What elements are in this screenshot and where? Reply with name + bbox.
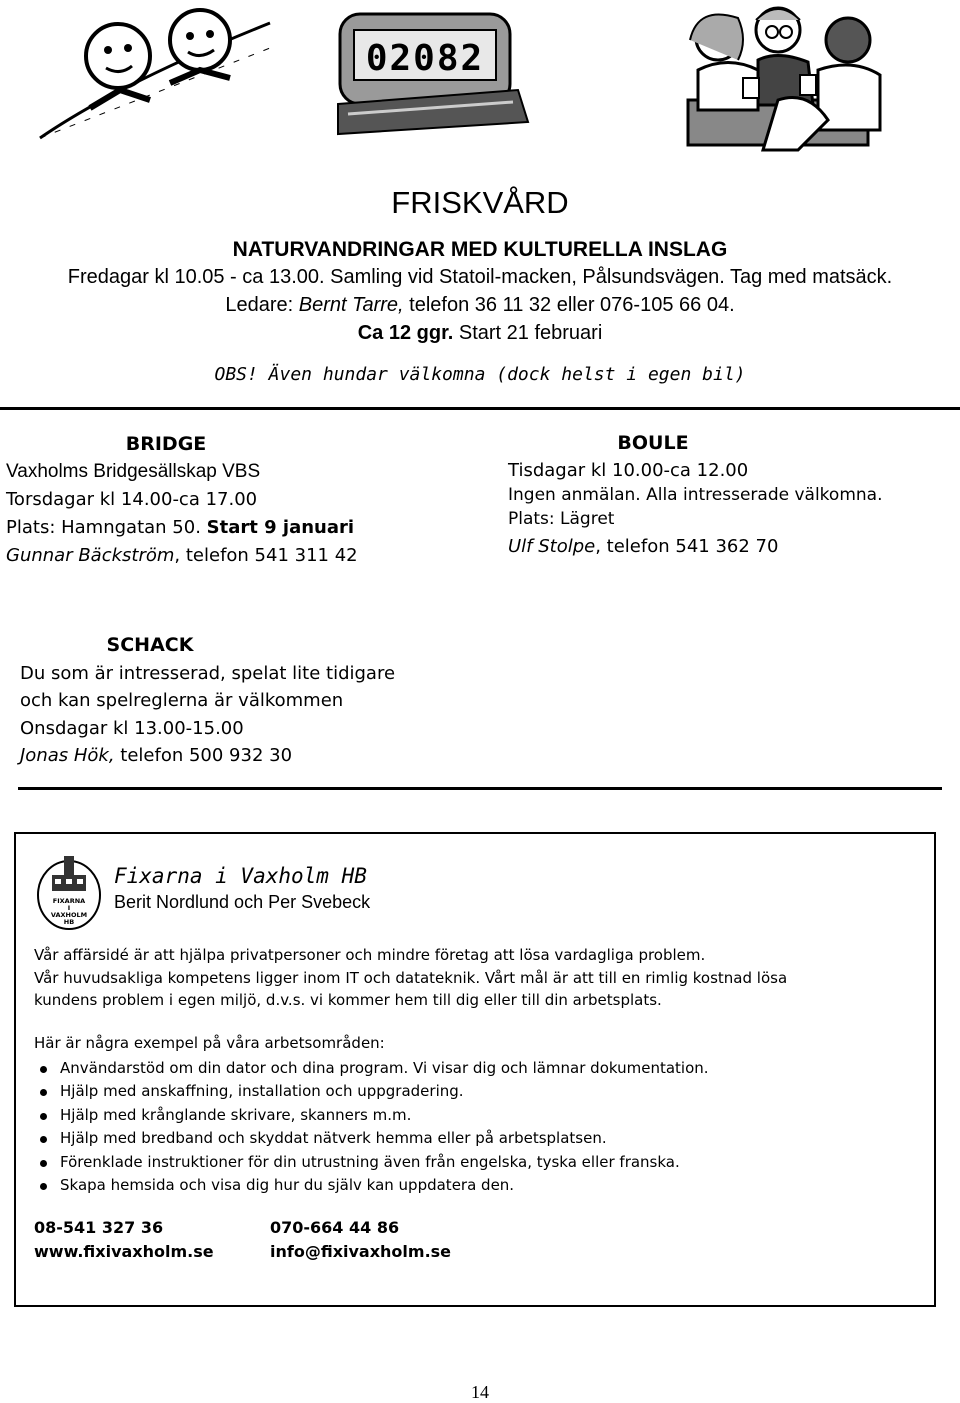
bridge-contact xyxy=(6,542,476,570)
description-line: kundens problem i egen miljö, d.v.s. vi kommer hem till dig eller till din arbetsplats. xyxy=(34,991,662,1009)
schack-line1: Du som är intresserad, spelat lite tidigare xyxy=(20,662,396,684)
obs-note: OBS! Även hundar välkomna (dock helst i egen bil) xyxy=(214,364,746,385)
list-item: Förenklade instruktioner för din utrustning även från engelska, tyska eller franska. xyxy=(34,1151,709,1174)
bridge-start: Start 9 januari xyxy=(206,517,355,538)
logo-text: FIXARNA xyxy=(52,897,86,905)
list-item: Skapa hemsida och visa dig hur du själv kan uppdatera den. xyxy=(34,1174,709,1197)
boule-section xyxy=(508,430,948,560)
schack-section xyxy=(20,632,520,770)
description-line: Vår huvudsakliga kompetens ligger inom IT och datateknik. Vårt mål är att till en rimlig kostnad lösa xyxy=(34,968,788,987)
company-owners: Berit Nordlund och Per Svebeck xyxy=(114,892,371,912)
nature-walk-leader xyxy=(0,294,960,317)
list-item: Användarstöd om din dator och dina program. Vi visar dig och lämnar dokumentation. xyxy=(34,1057,709,1080)
list-item: Hjälp med bredband och skyddat nätverk hemma eller på arbetsplatsen. xyxy=(34,1127,709,1150)
nature-walk-schedule: Fredagar kl 10.05 - ca 13.00. Samling vid Statoil-macken, Pålsundsvägen. Tag med matsäck. xyxy=(67,266,893,288)
bridge-contact-phone: , telefon 541 311 42 xyxy=(174,545,358,566)
nature-walk-count xyxy=(0,322,960,345)
bridge-title: BRIDGE xyxy=(125,433,207,455)
card-players-illustration xyxy=(668,0,890,155)
schack-line2: och kan spelreglerna är välkommen xyxy=(20,690,344,711)
schack-title: SCHACK xyxy=(106,634,194,656)
boule-contact-phone: , telefon 541 362 70 xyxy=(595,536,779,557)
bridge-place-text: Plats: Hamngatan 50. xyxy=(6,517,207,538)
boule-title: BOULE xyxy=(617,432,689,454)
walkers-illustration xyxy=(30,8,275,158)
page-title: FRISKVÅRD xyxy=(391,185,569,220)
bridge-club: Vaxholms Bridgesällskap VBS xyxy=(6,461,261,482)
pedometer-illustration xyxy=(318,4,533,154)
bridge-time: Torsdagar kl 14.00-ca 17.00 xyxy=(6,489,258,510)
contact-website[interactable]: www.fixivaxholm.se xyxy=(34,1242,214,1261)
description-line: Vår affärsidé är att hjälpa privatpersoner och mindre företag att lösa vardagliga problem. xyxy=(34,946,706,964)
leader-label: Ledare: xyxy=(225,294,299,316)
divider-bottom xyxy=(18,787,942,790)
bridge-section xyxy=(6,430,476,570)
list-item: Hjälp med anskaffning, installation och uppgradering. xyxy=(34,1080,709,1103)
section-subtitle: NATURVANDRINGAR MED KULTURELLA INSLAG xyxy=(232,238,728,261)
divider-top xyxy=(0,407,960,410)
count-text: Ca 12 ggr. xyxy=(357,322,454,344)
bridge-place xyxy=(6,514,476,542)
svg-text:VAXHOLM: VAXHOLM xyxy=(50,911,88,919)
page-number: 14 xyxy=(471,1382,489,1402)
contact-email[interactable]: info@fixivaxholm.se xyxy=(270,1242,452,1261)
company-description xyxy=(34,944,787,1012)
contact-phone-1: 08-541 327 36 xyxy=(34,1218,164,1237)
leader-phone: telefon 36 11 32 eller 076-105 66 04. xyxy=(403,294,735,316)
services-list xyxy=(34,1057,709,1197)
svg-text:HB: HB xyxy=(63,918,75,926)
schack-time: Onsdagar kl 13.00-15.00 xyxy=(20,717,244,739)
svg-text:I: I xyxy=(67,904,71,912)
services-intro: Här är några exempel på våra arbetsområden: xyxy=(34,1034,385,1052)
start-date: Start 21 februari xyxy=(453,322,603,344)
boule-contact xyxy=(508,533,948,560)
company-name: Fixarna i Vaxholm HB xyxy=(114,864,367,888)
schack-contact-name: Jonas Hök, xyxy=(20,745,115,766)
boule-time: Tisdagar kl 10.00-ca 12.00 xyxy=(508,460,749,481)
schack-contact-phone: telefon 500 932 30 xyxy=(114,745,293,766)
boule-place: Plats: Lägret xyxy=(508,509,615,529)
bridge-contact-name: Gunnar Bäckström xyxy=(6,545,175,566)
contact-phone-2: 070-664 44 86 xyxy=(270,1218,400,1237)
pedometer-display: 02082 xyxy=(365,38,485,79)
schack-contact xyxy=(20,742,520,770)
boule-contact-name: Ulf Stolpe xyxy=(508,536,596,557)
leader-name: Bernt Tarre, xyxy=(298,294,404,316)
list-item: Hjälp med krånglande skrivare, skanners m.m. xyxy=(34,1104,709,1127)
boule-signup: Ingen anmälan. Alla intresserade välkomna. xyxy=(508,485,883,505)
company-logo xyxy=(36,853,102,931)
